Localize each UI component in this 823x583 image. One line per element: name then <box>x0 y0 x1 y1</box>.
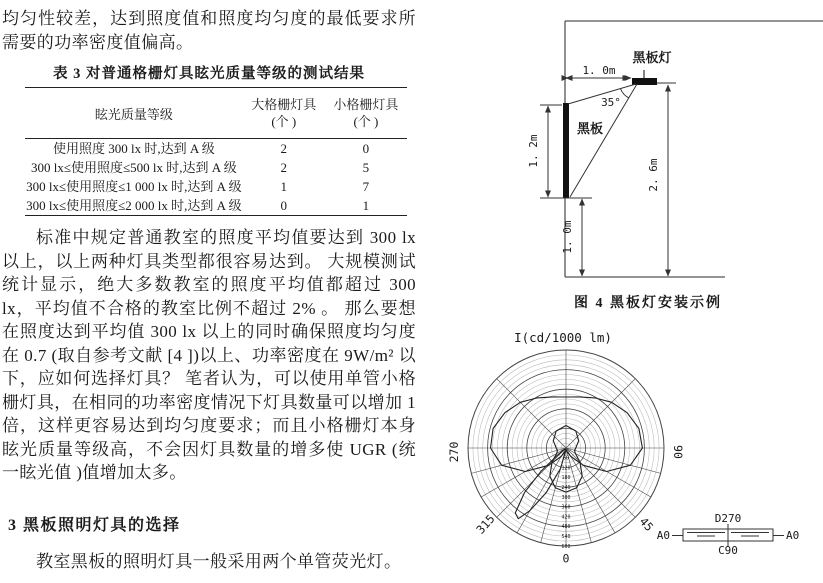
intro-paragraph: 均匀性较差，达到照度值和照度均匀度的最低要求所需要的功率密度值偏高。 <box>2 9 416 52</box>
dim-label-board-height: 1. 2m <box>527 134 540 168</box>
luminaire-cross-section <box>657 512 800 557</box>
radial-scale-label: 180 <box>561 475 571 482</box>
radial-scale-label: 540 <box>561 534 571 540</box>
chart-title: I(cd/1000 lm) <box>514 330 612 345</box>
dim-label-board-to-floor: 1. 0m <box>561 220 574 254</box>
legend-c90-label: C90 <box>718 544 738 557</box>
col-header-big-louver: 大格栅灯具 (个 ) <box>251 97 317 129</box>
lamp-label: 黑板灯 <box>632 50 672 65</box>
radial-scale-label: 600 <box>561 543 571 550</box>
radial-scale-label: 300 <box>561 494 571 501</box>
table-header-row <box>25 88 407 139</box>
figure4-caption: 图 4 黑板灯安装示例 <box>574 296 722 311</box>
table-row: 300 lx≤使用照度≤1 000 lx 时,达到 A 级 1 7 <box>26 179 370 194</box>
legend-d270-label: D270 <box>714 512 742 525</box>
blackboard-symbol <box>563 103 569 198</box>
angle-label-45: 45 <box>636 514 657 535</box>
radial-scale-label: 420 <box>561 514 571 521</box>
radial-scale-label: 480 <box>561 524 571 531</box>
table-row: 300 lx≤使用照度≤2 000 lx 时,达到 A 级 0 1 <box>26 198 370 213</box>
radial-scale-label: 120 <box>561 465 571 472</box>
angle-label-315: 315 <box>473 511 498 537</box>
legend-a0-left-label: A0 <box>656 529 670 542</box>
radial-scale-label: 360 <box>561 504 571 511</box>
radial-scale-label: 240 <box>561 485 571 491</box>
table-row: 使用照度 300 lx 时,达到 A 级 2 0 <box>52 141 370 156</box>
table-row: 300 lx≤使用照度≤500 lx 时,达到 A 级 2 5 <box>31 160 370 175</box>
angle-label-270: 270 <box>447 441 462 463</box>
radial-scale-label: 60 <box>562 455 570 462</box>
luminous-intensity-polar-chart <box>440 320 823 583</box>
col-header-quality: 眩光质量等级 <box>94 106 173 122</box>
blackboard-lamp-installation-diagram <box>440 0 823 300</box>
table-title: 表 3 对普通格栅灯具眩光质量等级的测试结果 <box>53 66 365 82</box>
dim-label-wall-to-lamp: 1. 0m <box>582 64 616 77</box>
legend-a0-right-label: A0 <box>786 529 800 542</box>
dim-label-lamp-height: 2. 6m <box>647 158 660 192</box>
angle-label-90: 90 <box>670 445 685 459</box>
board-label: 黑板 <box>576 121 604 136</box>
glare-grade-table <box>25 87 407 216</box>
angle-label-0: 0 <box>562 551 570 566</box>
angle-label: 35° <box>601 96 621 109</box>
section-heading: 3 黑板照明灯具的选择 <box>8 517 181 534</box>
col-header-small-louver: 小格栅灯具 (个 ) <box>333 97 399 129</box>
angle-arc <box>621 89 630 99</box>
closing-paragraph: 教室黑板的照明灯具一般采用两个单管荧光灯。 <box>36 552 402 571</box>
main-paragraph: 标准中规定普通教室的照度平均值要达到 300 lx以上，以上两种灯具类型都很容易达到。 大规模测试统计显示，绝大多数教室的照度平均值都超过 300 lx，平均值不合格的教室比例不超过 2% 。 那么要想在照度达到平均值 300 lx 以上的同时确保照度均匀度在 0.7 (取自参考文献 [4 ])以上、功率密度在 9W/m² 以下，应如何选择灯具？ 笔者认为，可以使用单管小格栅灯具，在相同的功率密度情况下灯具数量可以增加 1 倍，这样更容易达到均匀度要求；而且小格栅灯本身眩光质量等级高，不会因灯具数量的增多使 UGR (统一眩光值 )值增加太多。 <box>2 228 416 482</box>
